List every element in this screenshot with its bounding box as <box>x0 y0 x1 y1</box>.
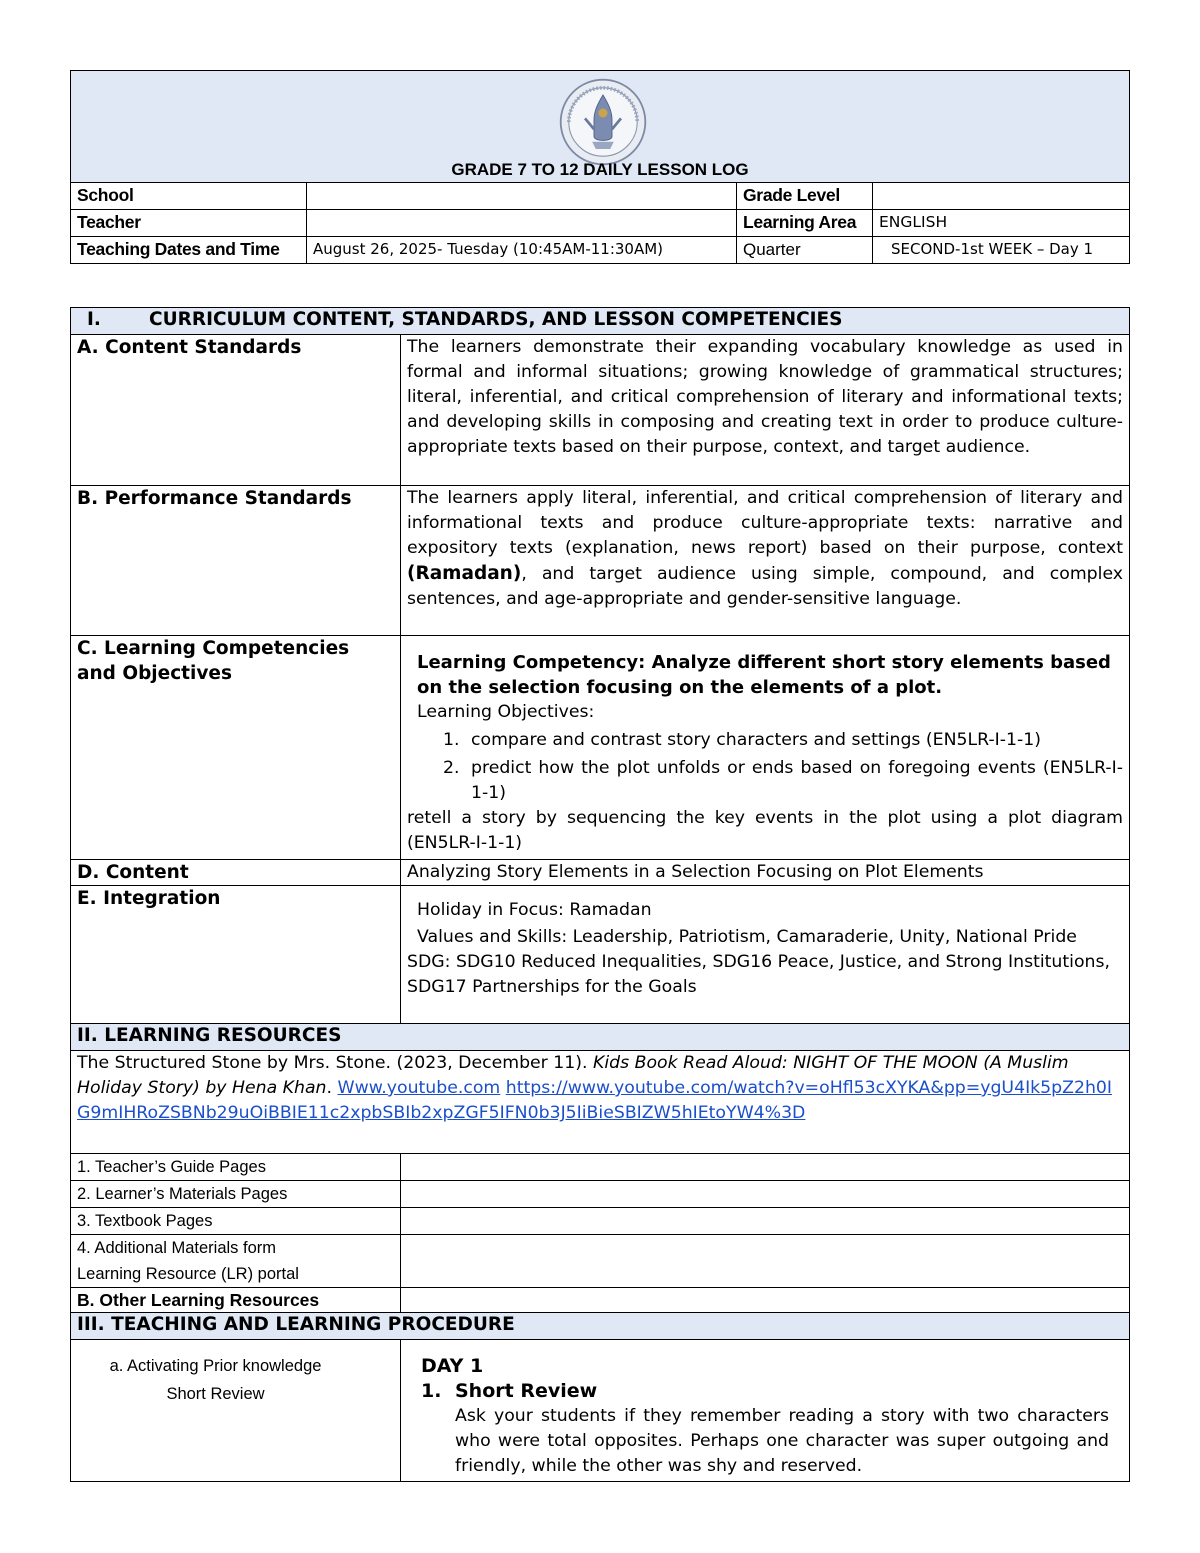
page-title: GRADE 7 TO 12 DAILY LESSON LOG <box>451 160 749 179</box>
day-heading: DAY 1 <box>421 1355 484 1377</box>
competencies-row <box>71 636 1130 860</box>
competencies-cell <box>401 636 1130 860</box>
objectives-label: Learning Objectives: <box>417 702 595 722</box>
reference-cell <box>71 1051 1130 1154</box>
reference-text: The Structured Stone by Mrs. Stone. (2023, December 11). <box>77 1053 593 1073</box>
video-link[interactable]: https://www.youtube.com/watch?v=oHfl53cXYKA&pp=ygU4Ik5pZ2h0IG9mIHRoZSBNb29uOiBBIE11c2xpbSBIb2xpZGF5IFN0b3J5IiBieSBIZW5hIEtoYW4%3D <box>77 1078 1113 1123</box>
resource-value <box>401 1181 1130 1208</box>
teaching-dates-value: August 26, 2025- Tuesday (10:45AM-11:30AM) <box>307 237 737 264</box>
integration-row <box>71 886 1130 1024</box>
procedure-step-label: a. Activating Prior knowledge <box>109 1357 322 1375</box>
other-resources-value <box>401 1288 1130 1313</box>
competencies-label: C. Learning Competencies and Objectives <box>71 636 401 860</box>
review-title: Short Review <box>455 1380 598 1402</box>
section-2-header: II. LEARNING RESOURCES <box>71 1024 1130 1051</box>
integration-values: Values and Skills: Leadership, Patriotism, Camaraderie, Unity, National Pride <box>417 927 1077 947</box>
lesson-table <box>70 307 1130 1482</box>
quarter-label: Quarter <box>737 237 873 264</box>
teaching-dates-label: Teaching Dates and Time <box>71 237 307 264</box>
reference-sep: . <box>326 1078 338 1098</box>
objective-item: 2. predict how the plot unfolds or ends based on foregoing events (EN5LR-I-1-1) <box>465 756 1123 806</box>
row-dates <box>71 237 1130 264</box>
resource-row <box>71 1154 1130 1181</box>
deped-seal-icon <box>558 77 648 167</box>
objective-item: 1. compare and contrast story characters and settings (EN5LR-I-1-1) <box>465 728 1123 753</box>
resource-label: 4. Additional Materials form Learning Resource (LR) portal <box>71 1235 401 1288</box>
grade-level-label: Grade Level <box>737 183 873 210</box>
school-value <box>307 183 737 210</box>
resource-label: 1. Teacher’s Guide Pages <box>71 1154 401 1181</box>
quarter-value: SECOND-1st WEEK – Day 1 <box>873 237 1130 264</box>
header-banner <box>71 71 1130 183</box>
performance-standards-text <box>401 486 1130 636</box>
content-standards-text: The learners demonstrate their expanding vocabulary knowledge as used in formal and informal situations; growing knowledge of grammatical structures; literal, inferential, and critical comprehension of literary and informational texts; and developing skills in composing and creating text in order to produce culture-appropriate texts based on their purpose, context, and target audience. <box>401 335 1130 486</box>
integration-sdg: SDG: SDG10 Reduced Inequalities, SDG16 Peace, Justice, and Strong Institutions, SDG17 Partnerships for the Goals <box>407 952 1110 997</box>
procedure-step-sub: Short Review <box>166 1385 265 1403</box>
performance-standards-label: B. Performance Standards <box>71 486 401 636</box>
resource-row <box>71 1208 1130 1235</box>
objective-extra: retell a story by sequencing the key events in the plot using a plot diagram (EN5LR-I-1-1) <box>407 808 1123 853</box>
resource-row <box>71 1181 1130 1208</box>
school-label: School <box>71 183 307 210</box>
teacher-label: Teacher <box>71 210 307 237</box>
learning-competency: Learning Competency: Analyze different short story elements based on the selection focusing on the elements of a plot. <box>417 652 1111 698</box>
content-row <box>71 860 1130 886</box>
content-standards-row <box>71 335 1130 486</box>
procedure-right <box>401 1340 1130 1482</box>
resource-label: 3. Textbook Pages <box>71 1208 401 1235</box>
other-resources-row <box>71 1288 1130 1313</box>
section-1-header <box>71 308 1130 335</box>
resource-value <box>401 1208 1130 1235</box>
content-text: Analyzing Story Elements in a Selection Focusing on Plot Elements <box>401 860 1130 886</box>
reference-title: Kids Book Read Aloud: NIGHT OF THE MOON (A Muslim Holiday Story) by Hena Khan <box>77 1053 1069 1098</box>
resource-value <box>401 1154 1130 1181</box>
teacher-value <box>307 210 737 237</box>
performance-text-b: , and target audience using simple, compound, and complex sentences, and age-appropriate and gender-sensitive language. <box>407 564 1123 609</box>
resource-value <box>401 1235 1130 1288</box>
header-table <box>70 70 1130 264</box>
objectives-list <box>407 728 1123 806</box>
review-number: 1. <box>421 1380 442 1402</box>
performance-text-a: The learners apply literal, inferential, and critical comprehension of literary and informational texts and produce culture-appropriate texts: narrative and expository texts (explanation, news report) based on their purpose, context <box>407 488 1123 558</box>
content-label: D. Content <box>71 860 401 886</box>
youtube-link[interactable]: Www.youtube.com <box>337 1078 501 1098</box>
section-1-title: CURRICULUM CONTENT, STANDARDS, AND LESSON COMPETENCIES <box>149 309 843 330</box>
review-text: Ask your students if they remember reading a story with two characters who were total opposites. Perhaps one character was super outgoing and friendly, while the other was shy and reserved. <box>455 1406 1109 1476</box>
learning-area-label: Learning Area <box>737 210 873 237</box>
performance-standards-row <box>71 486 1130 636</box>
section-3-header: III. TEACHING AND LEARNING PROCEDURE <box>71 1313 1130 1340</box>
grade-level-value <box>873 183 1130 210</box>
row-teacher <box>71 210 1130 237</box>
integration-label: E. Integration <box>71 886 401 1024</box>
review-heading <box>421 1379 1109 1404</box>
learning-area-value: ENGLISH <box>873 210 1130 237</box>
procedure-row <box>71 1340 1130 1482</box>
content-standards-label: A. Content Standards <box>71 335 401 486</box>
procedure-left <box>71 1340 401 1482</box>
resource-row <box>71 1235 1130 1288</box>
integration-cell <box>401 886 1130 1024</box>
other-resources-label: B. Other Learning Resources <box>71 1288 401 1313</box>
row-school <box>71 183 1130 210</box>
performance-text-bold: (Ramadan) <box>407 563 522 584</box>
section-1-number: I. <box>87 309 101 330</box>
integration-holiday: Holiday in Focus: Ramadan <box>417 900 652 920</box>
resource-label: 2. Learner’s Materials Pages <box>71 1181 401 1208</box>
